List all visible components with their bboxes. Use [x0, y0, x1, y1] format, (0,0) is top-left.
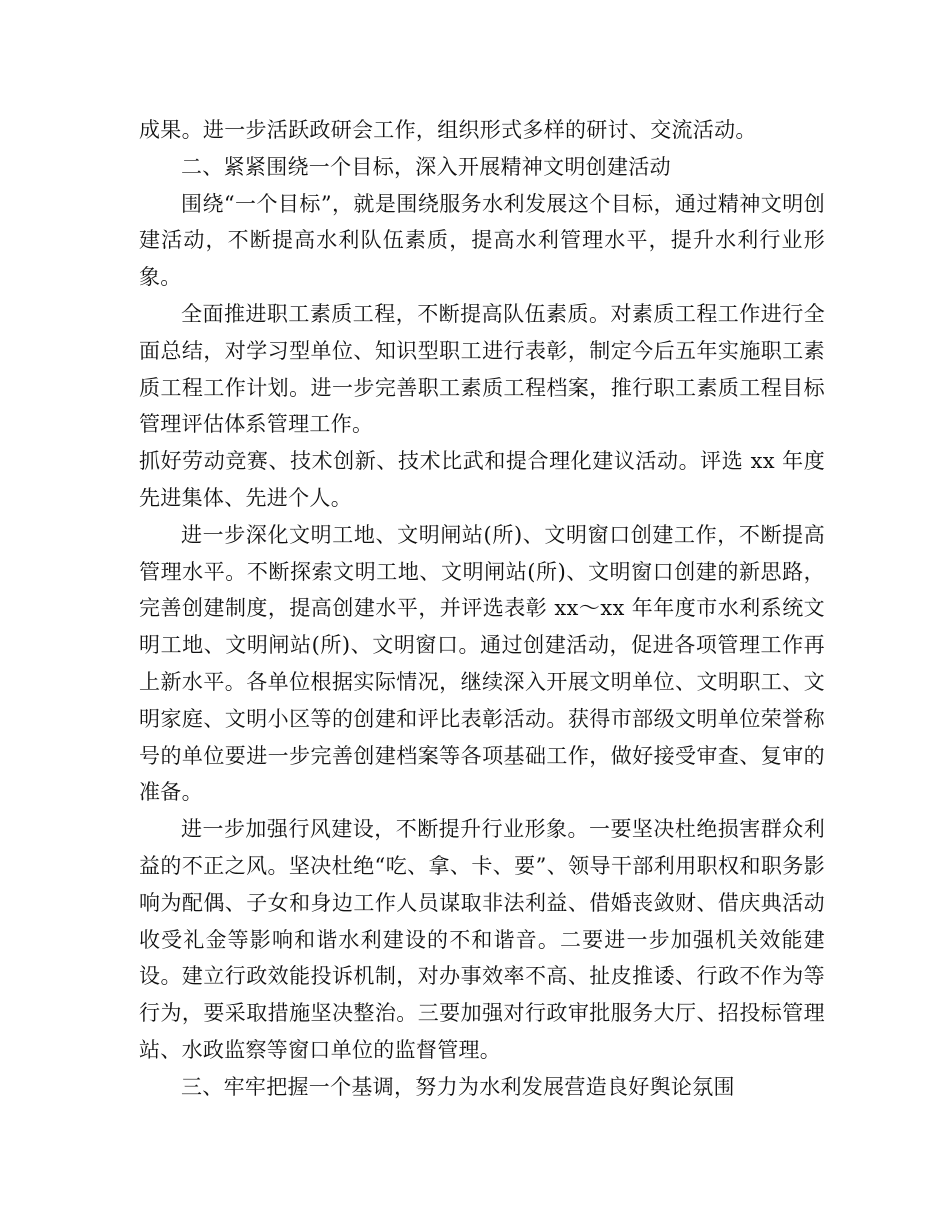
paragraph-civilized-sites: 进一步深化文明工地、文明闸站(所)、文明窗口创建工作，不断提高管理水平。不断探索文明工地、文明闸站(所)、文明窗口创建的新思路，完善创建制度，提高创建水平，并评选表彰 xx～xx 年年度市水利系统文明工地、文明闸站(所)、文明窗口。通过创建活动，促进各项管理工作再上新水平。各单位根据实际情况，继续深入开展文明单位、文明职工、文明家庭、文明小区等的创建和评比表彰活动。获得市部级文明单位荣誉称号的单位要进一步完善创建档案等各项基础工作，做好接受审查、复审的准备。: [139, 522, 825, 805]
paragraph-continued: 成果。进一步活跃政研会工作，组织形式多样的研讨、交流活动。: [139, 118, 757, 142]
section-heading-three: 三、牢牢把握一个基调，努力为水利发展营造良好舆论氛围: [181, 1074, 735, 1099]
paragraph-labor-competition: 抓好劳动竞赛、技术创新、技术比武和提合理化建议活动。评选 xx 年度先进集体、先进个人。: [139, 449, 825, 510]
section-heading-two: 二、紧紧围绕一个目标，深入开展精神文明创建活动: [181, 154, 671, 179]
paragraph-quality-project: 全面推进职工素质工程，不断提高队伍素质。对素质工程工作进行全面总结，对学习型单位、知识型职工进行表彰，制定今后五年实施职工素质工程工作计划。进一步完善职工素质工程档案，推行职工素质工程目标管理评估体系管理工作。: [139, 301, 825, 437]
document-body: [139, 112, 825, 1106]
paragraph-industry-style: 进一步加强行风建设，不断提升行业形象。一要坚决杜绝损害群众利益的不正之风。坚决杜绝“吃、拿、卡、要”、领导干部利用职权和职务影响为配偶、子女和身边工作人员谋取非法利益、借婚丧敛财、借庆典活动收受礼金等影响和谐水利建设的不和谐音。二要进一步加强机关效能建设。建立行政效能投诉机制，对办事效率不高、扯皮推诿、行政不作为等行为，要采取措施坚决整治。三要加强对行政审批服务大厅、招投标管理站、水政监察等窗口单位的监督管理。: [139, 817, 825, 1062]
paragraph-one-goal: 围绕“一个目标”，就是围绕服务水利发展这个目标，通过精神文明创建活动，不断提高水利队伍素质，提高水利管理水平，提升水利行业形象。: [139, 191, 825, 290]
